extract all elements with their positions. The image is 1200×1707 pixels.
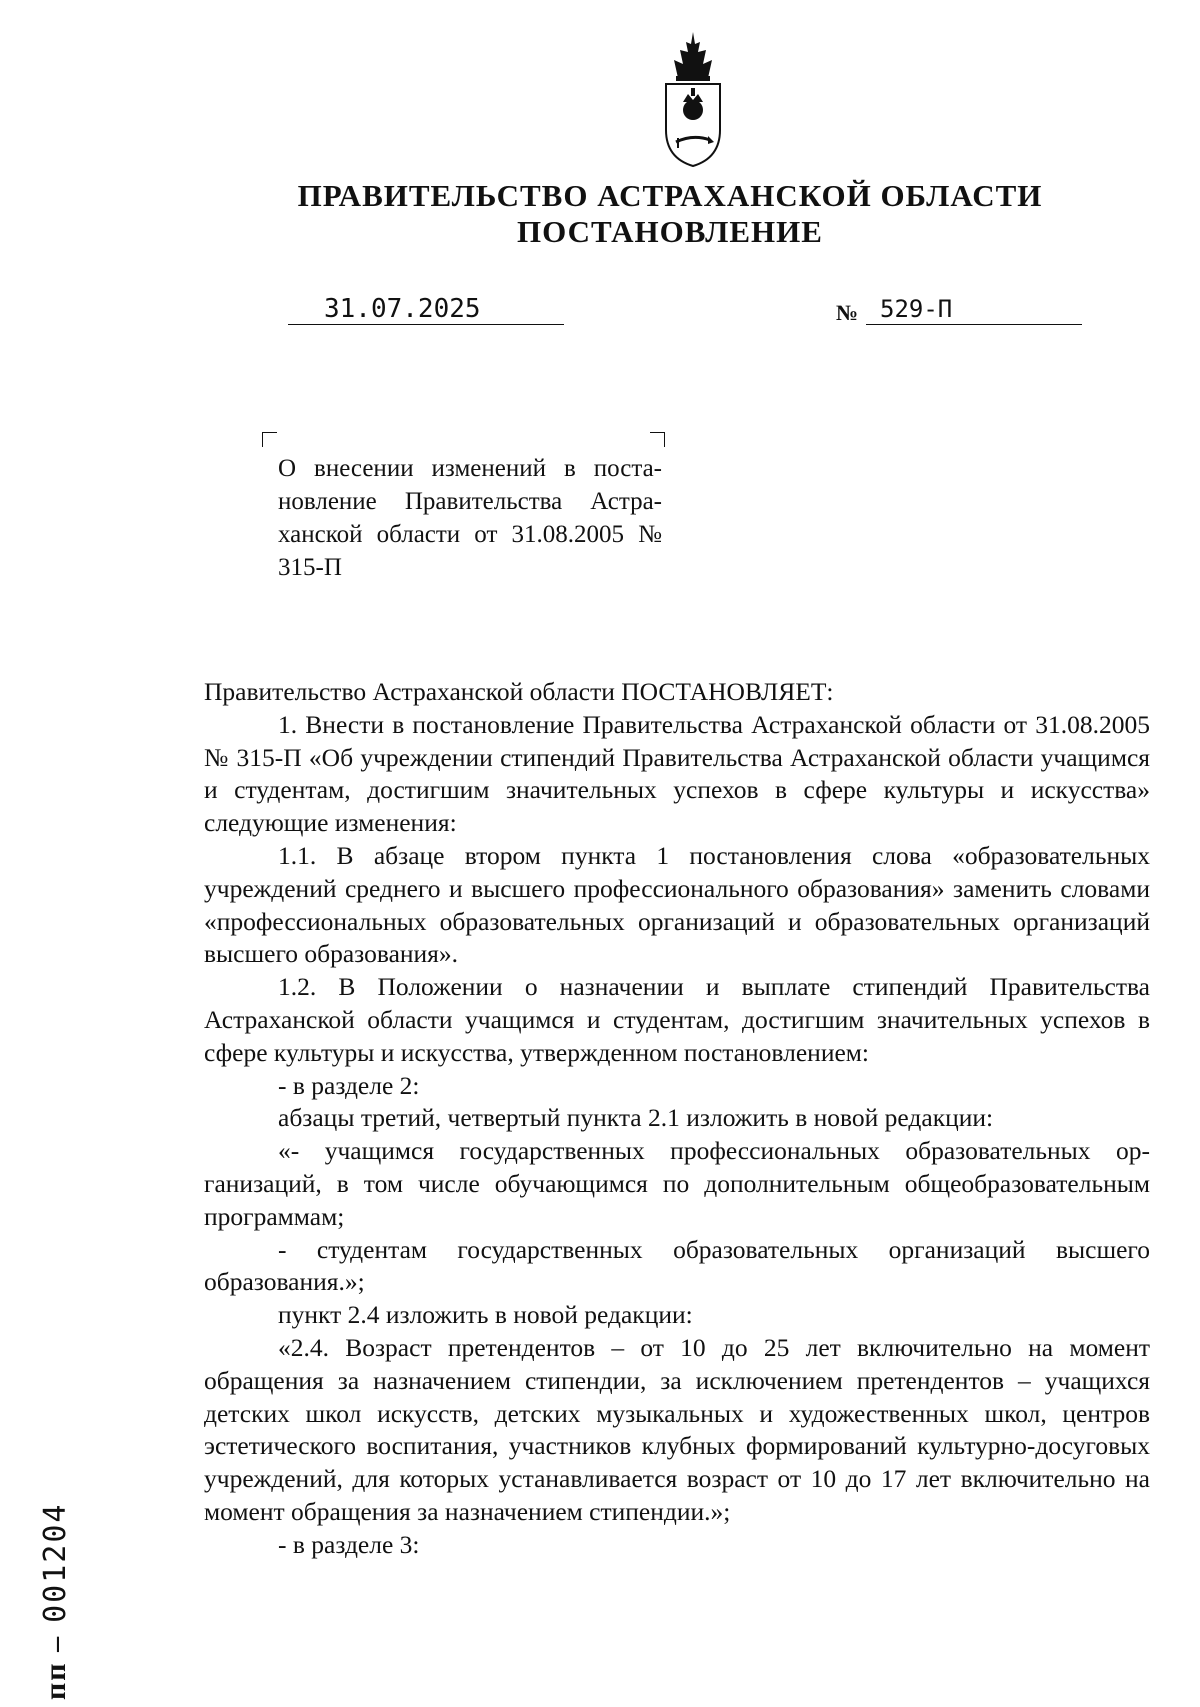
paragraph: 1.2. В Положении о назначении и выплате стипендий Правительства Астраханской области учащимся и студентам, достигшим значительных успехов в сфере культуры и искусства, утвержденном постановлением: — [204, 972, 1150, 1067]
document-body — [204, 676, 1150, 1562]
paragraph: пункт 2.4 изложить в новой редакции: — [278, 1300, 693, 1330]
document-type-title: ПОСТАНОВЛЕНИЕ — [517, 214, 823, 249]
coat-of-arms-icon — [648, 30, 738, 170]
subject-corner-top-left — [262, 432, 277, 447]
document-number-value: 529-П — [880, 295, 953, 323]
paragraph: - в разделе 2: — [278, 1070, 420, 1100]
paragraph: 1.1. В абзаце втором пункта 1 постановления слова «образовательных учреждений среднего и высшего профессионального образования» заменить словами «профессиональных образовательных организаций и образовательных организаций высшего образования». — [204, 840, 1150, 969]
paragraph: 1. Внести в постановление Правительства Астраханской области от 31.08.2005 № 315-П «Об учреждении стипендий Правительства Астраханской области учащимся и студентам, достигшим значительных успехов в сфере культуры и искусства» следующие изменения: — [204, 709, 1150, 838]
side-stamp-prefix: пп – — [39, 1634, 72, 1700]
paragraph: - в разделе 3: — [278, 1529, 420, 1559]
government-title: ПРАВИТЕЛЬСТВО АСТРАХАНСКОЙ ОБЛАСТИ — [297, 178, 1043, 213]
paragraph: Правительство Астраханской области ПОСТАНОВЛЯЕТ: — [204, 677, 834, 706]
paragraph: «2.4. Возраст претендентов – от 10 до 25 лет включительно на момент обращения за назначением стипендии, за исключением претендентов – учащихся детских школ искусств, детских музыкальных и художественных школ, центров эстетического воспитания, участников клубных формирований культурно-досуговых учреждений, для которых устанавливается возраст от 10 до 17 лет включительно на момент обращения за назначением стипендии.»; — [204, 1332, 1150, 1526]
document-date-value: 31.07.2025 — [324, 294, 481, 324]
paragraph: абзацы третий, четвертый пункта 2.1 изложить в новой редакции: — [278, 1103, 994, 1133]
side-stamp — [38, 1503, 73, 1700]
document-date — [288, 292, 564, 325]
document-subject: О внесении изменений в постановление Правительства Астраханской области от 31.08.2005 № 315-П — [278, 455, 662, 581]
paragraph: «- учащимся государственных профессиональных образовательных организаций, в том числе обучающимся по дополнительным общеобразовательным программам; — [204, 1136, 1150, 1231]
side-stamp-code: 001204 — [38, 1502, 73, 1623]
subject-corner-top-right — [650, 432, 665, 447]
paragraph: - студентам государственных образовательных организаций высшего образования.»; — [204, 1234, 1150, 1297]
number-sign: № — [836, 300, 859, 325]
document-number — [866, 292, 1082, 325]
